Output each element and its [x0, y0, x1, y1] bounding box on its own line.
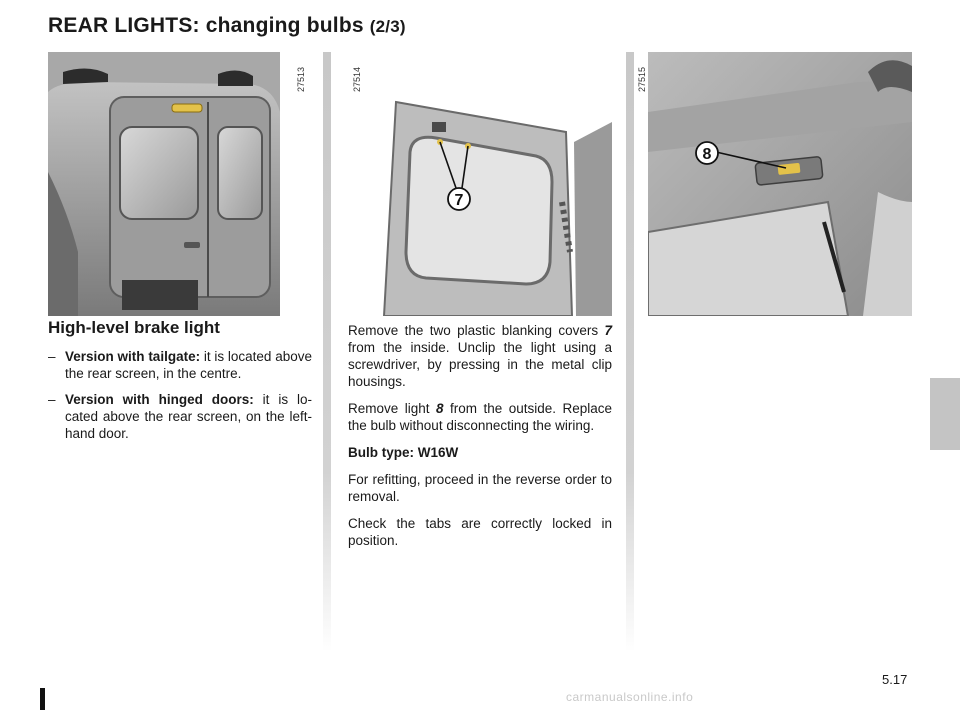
tailgate-inside-illustration — [376, 52, 612, 316]
figure-code: 27513 — [296, 66, 306, 92]
figure-rear-doors — [48, 52, 280, 316]
callout-7-label: 7 — [454, 192, 464, 209]
text-run: Remove the two plastic blanking covers — [348, 323, 605, 338]
chapter-tab — [930, 378, 960, 450]
rear-doors-illustration — [48, 52, 280, 316]
paragraph — [348, 322, 612, 390]
bullet-list — [48, 348, 312, 451]
bullet-lead: Version with tailgate: — [65, 349, 201, 364]
paragraph — [348, 400, 612, 434]
list-item — [48, 391, 312, 442]
bullet-text: it is located above the rear screen, in the centre. — [65, 349, 312, 381]
paragraph: For refitting, proceed in the reverse order to removal. — [348, 472, 612, 504]
dash-mark: – — [48, 349, 56, 364]
figure-code: 27515 — [637, 66, 647, 92]
column-divider — [626, 52, 634, 652]
title-main: REAR LIGHTS: changing bulbs — [48, 14, 364, 37]
reference-7: 7 — [604, 323, 612, 338]
dash-mark: – — [48, 392, 56, 407]
bulb-type: Bulb type: W16W — [348, 445, 459, 460]
instructions-column — [348, 322, 612, 559]
margin-bar — [40, 688, 45, 710]
title-part: (2/3) — [369, 17, 406, 36]
light-outside-illustration — [648, 52, 912, 316]
column-divider — [323, 52, 331, 652]
figure-code: 27514 — [352, 66, 362, 92]
bullet-text: it is lo-cated above the rear screen, on the left-hand door. — [65, 392, 312, 441]
figure-light-outside — [648, 52, 912, 316]
footer-watermark: carmanualsonline.info — [566, 690, 694, 704]
bullet-lead: Version with hinged doors: — [65, 392, 254, 407]
text-run: Remove light — [348, 401, 436, 416]
paragraph: Check the tabs are correctly locked in position. — [348, 516, 612, 548]
section-heading: High-level brake light — [48, 318, 220, 337]
figure-tailgate-inside — [376, 52, 612, 316]
reference-8: 8 — [435, 401, 444, 416]
text-run: from the outside. Replace the bulb without disconnecting the wiring. — [348, 401, 612, 433]
page-number: 5.17 — [882, 672, 908, 687]
text-run: from the inside. Unclip the light using a screwdriver, by pressing in the metal clip housings. — [348, 340, 612, 389]
callout-8-label: 8 — [702, 146, 712, 163]
page-title — [48, 14, 406, 38]
list-item — [48, 348, 312, 382]
